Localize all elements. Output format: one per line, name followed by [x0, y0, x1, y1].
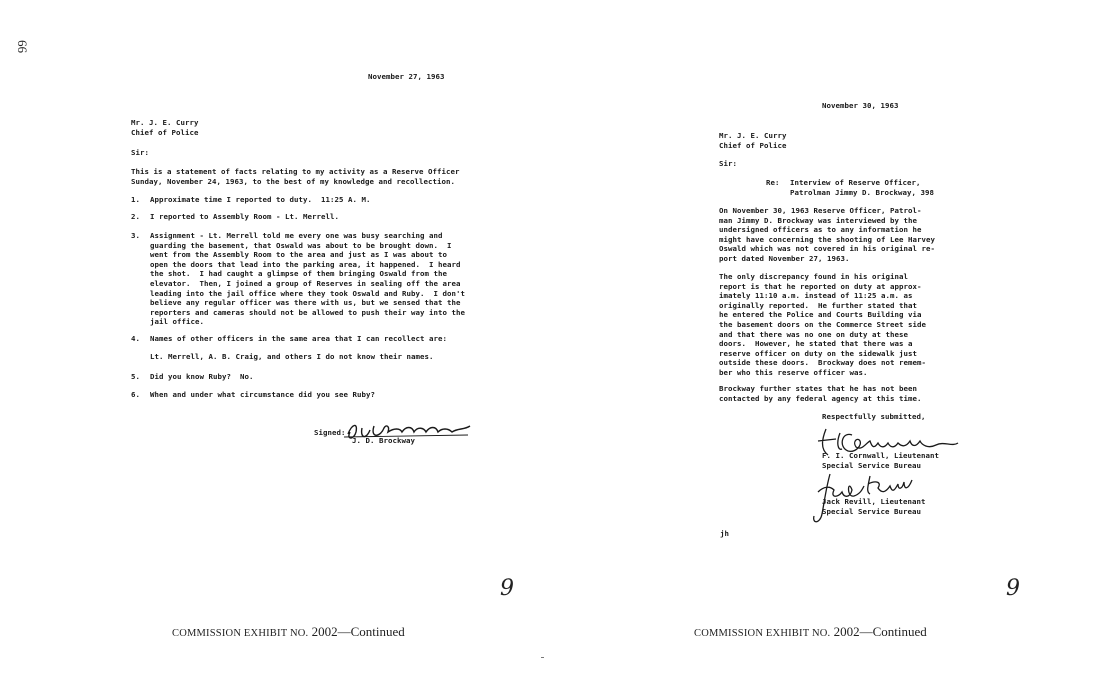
item-line: reporters and cameras should not be allowed to push their way into the: [150, 307, 465, 317]
para-line: might have concerning the shooting of Lee Harvey: [719, 234, 935, 244]
scan-speck: [541, 657, 544, 658]
left-letter-intro: [131, 167, 459, 186]
re-subject: [790, 178, 934, 197]
left-item-text: [150, 390, 375, 400]
item-line: Did you know Ruby? No.: [150, 372, 254, 381]
right-paragraph-1: [719, 206, 935, 264]
typist-initials: jh: [720, 529, 729, 538]
para-line: originally reported. He further stated that: [719, 300, 917, 310]
para-line: contacted by any federal agency at this time.: [719, 393, 922, 403]
page-number: 66: [15, 40, 30, 53]
recipient-line: Mr. J. E. Curry: [719, 131, 787, 140]
item-line: Names of other officers in the same area that I can recollect are:: [150, 334, 447, 343]
para-line: and that there was no one on duty at these: [719, 329, 908, 339]
signer-line: Jack Revill, Lieutenant: [822, 497, 926, 506]
item-line: Approximate time I reported to duty. 11:25 A. M.: [150, 195, 371, 204]
re-line: Interview of Reserve Officer,: [790, 178, 921, 187]
caption-number: 2002—Continued: [833, 624, 927, 639]
para-line: outside these doors. Brockway does not remem-: [719, 358, 926, 368]
item-line: Assignment - Lt. Merrell told me every one was busy searching and: [150, 231, 443, 240]
right-letter-recipient: [719, 131, 787, 150]
right-letter-date: November 30, 1963: [822, 101, 899, 110]
right-handwritten-number: 9: [1006, 576, 1020, 601]
closing: Respectfully submitted,: [822, 412, 926, 421]
left-item-text: [150, 212, 339, 222]
para-line: The only discrepancy found in his original: [719, 272, 908, 281]
left-item-text: [150, 195, 370, 205]
left-item-number: 1.: [131, 195, 140, 204]
caption-number: 2002—Continued: [311, 624, 405, 639]
signer-typed-name: J. D. Brockway: [352, 436, 415, 445]
left-letter-date: November 27, 1963: [368, 72, 445, 81]
signed-label: Signed:: [314, 428, 346, 437]
item-line: jail office.: [150, 317, 204, 327]
para-line: ber who this reserve officer was.: [719, 367, 868, 377]
right-paragraph-3: [719, 384, 921, 403]
left-item-number: 6.: [131, 390, 140, 399]
para-line: report is that he reported on duty at approx-: [719, 281, 922, 291]
re-line: Patrolman Jimmy D. Brockway, 398: [790, 187, 934, 197]
para-line: he entered the Police and Courts Building via: [719, 310, 922, 320]
intro-line: This is a statement of facts relating to my activity as a Reserve Officer: [131, 167, 460, 176]
para-line: doors. However, he stated that there was a: [719, 339, 913, 349]
para-line: port dated November 27, 1963.: [719, 253, 850, 263]
para-line: reserve officer on duty on the sidewalk just: [719, 348, 917, 358]
left-letter-recipient: [131, 118, 199, 137]
para-line: the basement doors on the Commerce Street side: [719, 319, 926, 329]
left-item-number: 2.: [131, 212, 140, 221]
left-caption: [172, 624, 405, 640]
left-letter-salutation: Sir:: [131, 148, 149, 157]
re-label: Re:: [766, 178, 780, 187]
item-line: open the doors that lead into the parking area, it happened. I heard: [150, 259, 461, 269]
para-line: imately 11:10 a.m. instead of 11:25 a.m. as: [719, 291, 913, 301]
left-item-number: 4.: [131, 334, 140, 343]
item-line: I reported to Assembly Room - Lt. Merrell.: [150, 212, 339, 221]
caption-prefix: COMMISSION EXHIBIT NO.: [694, 628, 831, 639]
para-line: undersigned officers as to any information he: [719, 225, 922, 235]
para-line: Brockway further states that he has not been: [719, 384, 917, 393]
left-item-number: 5.: [131, 372, 140, 381]
left-item-text: [150, 352, 433, 362]
left-item-text: [150, 231, 465, 327]
item-line: went from the Assembly Room to the area and just as I was about to: [150, 250, 447, 260]
recipient-line: Chief of Police: [131, 127, 199, 137]
signer-line: F. I. Cornwall, Lieutenant: [822, 451, 939, 460]
signer-2: [822, 497, 926, 516]
left-item-number: 3.: [131, 231, 140, 240]
left-handwritten-number: 9: [500, 576, 514, 601]
right-letter-salutation: Sir:: [719, 159, 737, 168]
item-line: guarding the basement, that Oswald was about to be brought down. I: [150, 240, 452, 250]
right-paragraph-2: [719, 272, 926, 378]
item-line: Lt. Merrell, A. B. Craig, and others I do not know their names.: [150, 352, 434, 361]
para-line: man Jimmy D. Brockway was interviewed by the: [719, 215, 917, 225]
para-line: Oswald which was not covered in his original re-: [719, 244, 935, 254]
signer-line: Special Service Bureau: [822, 460, 921, 470]
recipient-line: Mr. J. E. Curry: [131, 118, 199, 127]
caption-prefix: COMMISSION EXHIBIT NO.: [172, 628, 309, 639]
signer-line: Special Service Bureau: [822, 506, 921, 516]
left-item-text: [150, 372, 254, 382]
item-line: the shot. I had caught a glimpse of them bringing Oswald from the: [150, 269, 447, 279]
item-line: leading into the jail office where they took Oswald and Ruby. I don't: [150, 288, 465, 298]
right-caption: [694, 624, 927, 640]
item-line: elevator. Then, I joined a group of Reserves in sealing off the area: [150, 278, 461, 288]
item-line: When and under what circumstance did you see Ruby?: [150, 390, 375, 399]
para-line: On November 30, 1963 Reserve Officer, Patrol-: [719, 206, 922, 215]
recipient-line: Chief of Police: [719, 140, 787, 150]
left-item-text: [150, 334, 447, 344]
intro-line: Sunday, November 24, 1963, to the best of my knowledge and recollection.: [131, 176, 455, 186]
item-line: believe any regular officer was there with us, but we sensed that the: [150, 298, 461, 308]
